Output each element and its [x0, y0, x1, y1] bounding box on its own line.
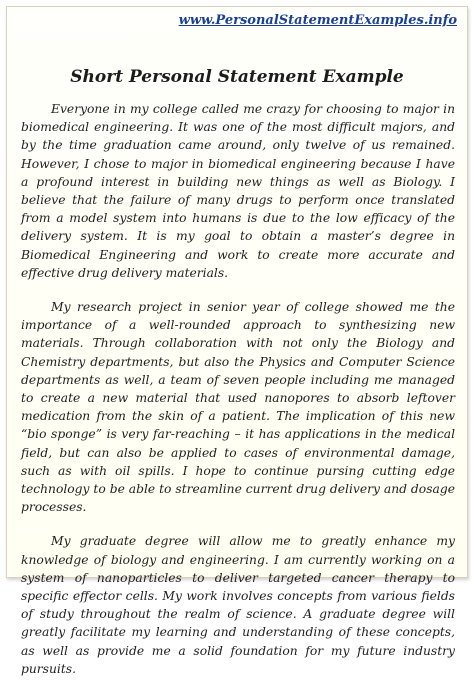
site-url-link[interactable]: www.PersonalStatementExamples.info	[178, 13, 457, 28]
document-title: Short Personal Statement Example	[70, 67, 404, 87]
document-page	[6, 6, 468, 676]
paragraph-1: Everyone in my college called me crazy for choosing to major in biomedical engineering. It was one of the most difficult majors, and by the time graduation came around, only twelve of us remained. However, I chose to major in biomedical engineering because I have a profound interest in building new things as well as Biology. I believe that the failure of many drugs to perform once translated from a model system into humans is due to the low efficacy of the delivery system. It is my goal to obtain a master’s degree in Biomedical Engineering and work to create more accurate and effective drug delivery materials.	[21, 102, 455, 280]
paragraph-2: My research project in senior year of college showed me the importance of a well-rounded approach to synthesizing new materials. Through collaboration with not only the Biology and Chemistry departments, but also the Physics and Computer Science departments as well, a team of seven people including me managed to create a new material that used nanopores to absorb leftover medication from the skin of a patient. The implication of this new “bio sponge” is very far-reaching – it has applications in the medical field, but can also be applied to cases of environmental damage, such as with oil spills. I hope to continue pursing cutting edge technology to be able to streamline current drug delivery and dosage processes.	[21, 300, 455, 515]
paragraph-3: My graduate degree will allow me to greatly enhance my knowledge of biology and engineering. I am currently working on a system of nanoparticles to deliver targeted cancer therapy to specific effector cells. My work involves concepts from various fields of study throughout the realm of science. A graduate degree will greatly facilitate my learning and understanding of these concepts, as well as provide me a solid foundation for my future industry pursuits.	[21, 534, 455, 676]
statement-body	[21, 100, 455, 694]
